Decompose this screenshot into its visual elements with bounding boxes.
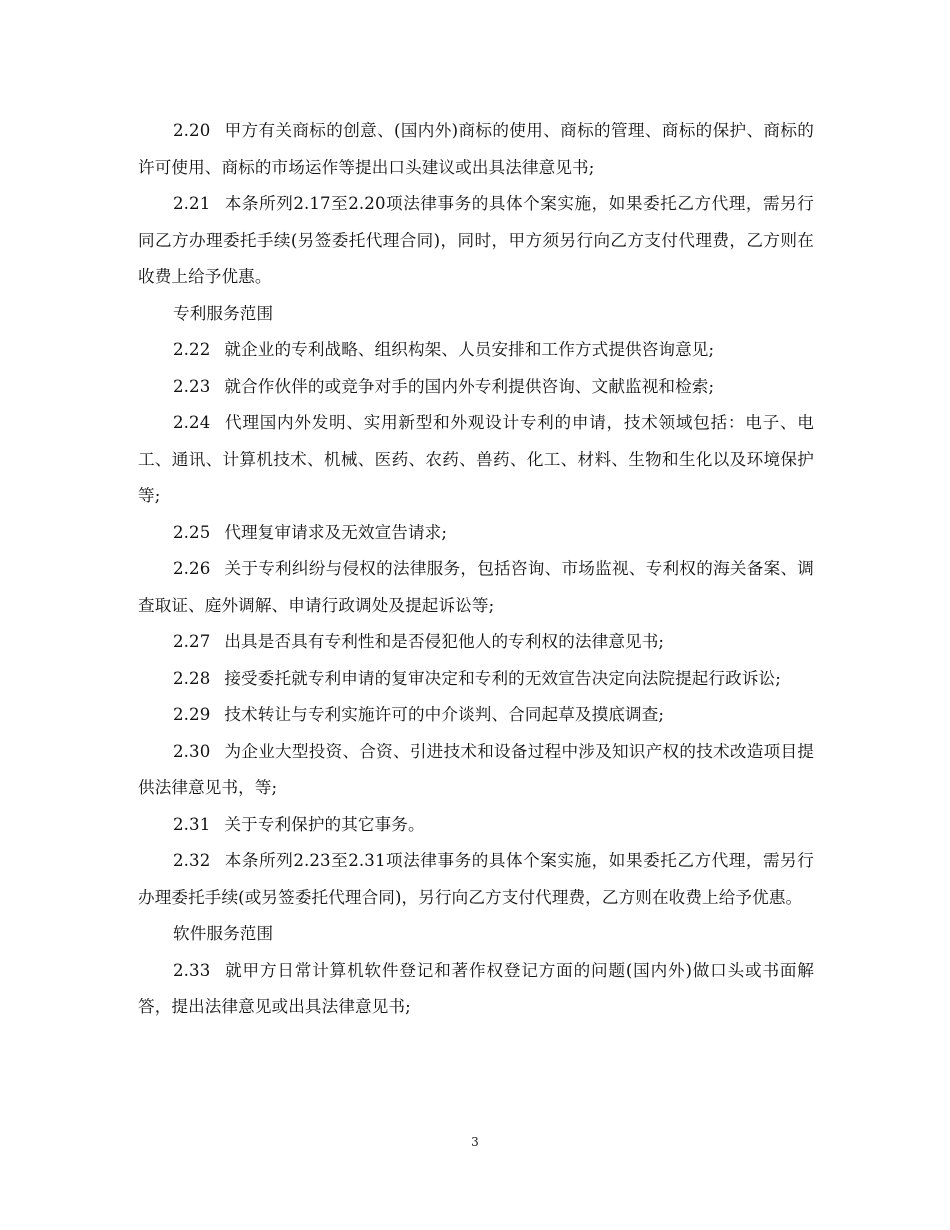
clause-text: 关于专利纠纷与侵权的法律服务，包括咨询、市场监视、专利权的海关备案、调查取证、庭外调解、申请行政调处及提起诉讼等; xyxy=(138,559,814,615)
clause-number: 2.26 xyxy=(173,559,211,578)
clause-text: 关于专利保护的其它事务。 xyxy=(224,814,425,834)
clause-text: 为企业大型投资、合资、引进技术和设备过程中涉及知识产权的技术改造项目提供法律意见书，等; xyxy=(138,741,814,797)
clause-number: 2.20 xyxy=(173,121,211,140)
paragraph-2-23 xyxy=(138,369,814,406)
clause-text: 就甲方日常计算机软件登记和著作权登记方面的问题(国内外)做口头或书面解答，提出法律意见或出具法律意见书; xyxy=(138,960,814,1016)
clause-number: 2.33 xyxy=(173,960,211,980)
clause-text: 就合作伙伴的或竞争对手的国内外专利提供咨询、文献监视和检索; xyxy=(224,376,715,396)
paragraph-2-27 xyxy=(138,624,814,661)
section-heading-text: 专利服务范围 xyxy=(173,303,274,323)
section-heading-software xyxy=(138,916,814,953)
paragraph-2-22 xyxy=(138,332,814,369)
paragraph-2-33 xyxy=(138,953,814,1026)
clause-number: 2.28 xyxy=(173,668,211,688)
clause-text: 出具是否具有专利性和是否侵犯他人的专利权的法律意见书; xyxy=(224,632,665,651)
paragraph-2-29 xyxy=(138,697,814,734)
paragraph-2-25 xyxy=(138,515,814,552)
clause-number: 2.27 xyxy=(173,632,211,651)
paragraph-2-31 xyxy=(138,807,814,844)
paragraph-2-20 xyxy=(138,113,814,186)
clause-number: 2.22 xyxy=(173,340,211,359)
paragraph-2-26 xyxy=(138,551,814,624)
clause-text: 甲方有关商标的创意、(国内外)商标的使用、商标的管理、商标的保护、商标的许可使用、商标的市场运作等提出口头建议或出具法律意见书; xyxy=(138,121,814,177)
clause-number: 2.30 xyxy=(173,741,211,761)
document-body xyxy=(138,113,814,1026)
section-heading-patent xyxy=(138,296,814,333)
page-number: 3 xyxy=(471,1135,479,1149)
clause-number: 2.31 xyxy=(173,814,211,834)
clause-number: 2.32 xyxy=(173,851,211,870)
paragraph-2-32 xyxy=(138,843,814,916)
paragraph-2-21 xyxy=(138,186,814,296)
paragraph-2-24 xyxy=(138,405,814,515)
clause-number: 2.29 xyxy=(173,705,211,724)
clause-number: 2.24 xyxy=(173,413,211,432)
clause-text: 就企业的专利战略、组织构架、人员安排和工作方式提供咨询意见; xyxy=(224,340,715,359)
clause-number: 2.25 xyxy=(173,522,211,542)
clause-text: 本条所列2.17至2.20项法律事务的具体个案实施，如果委托乙方代理，需另行同乙方办理委托手续(另签委托代理合同)，同时，甲方须另行向乙方支付代理费，乙方则在收费上给予优惠。 xyxy=(138,194,814,286)
paragraph-2-28 xyxy=(138,661,814,698)
section-heading-text: 软件服务范围 xyxy=(173,924,274,943)
clause-text: 本条所列2.23至2.31项法律事务的具体个案实施，如果委托乙方代理，需另行办理委托手续(或另签委托代理合同)，另行向乙方支付代理费，乙方则在收费上给予优惠。 xyxy=(138,851,814,907)
paragraph-2-30 xyxy=(138,734,814,807)
clause-text: 接受委托就专利申请的复审决定和专利的无效宣告决定向法院提起行政诉讼; xyxy=(224,668,781,688)
clause-number: 2.21 xyxy=(173,194,211,213)
clause-text: 代理复审请求及无效宣告请求; xyxy=(224,522,448,542)
clause-number: 2.23 xyxy=(173,376,211,396)
clause-text: 代理国内外发明、实用新型和外观设计专利的申请，技术领域包括：电子、电工、通讯、计算机技术、机械、医药、农药、兽药、化工、材料、生物和生化以及环境保护等; xyxy=(138,413,814,505)
clause-text: 技术转让与专利实施许可的中介谈判、合同起草及摸底调查; xyxy=(224,705,665,724)
